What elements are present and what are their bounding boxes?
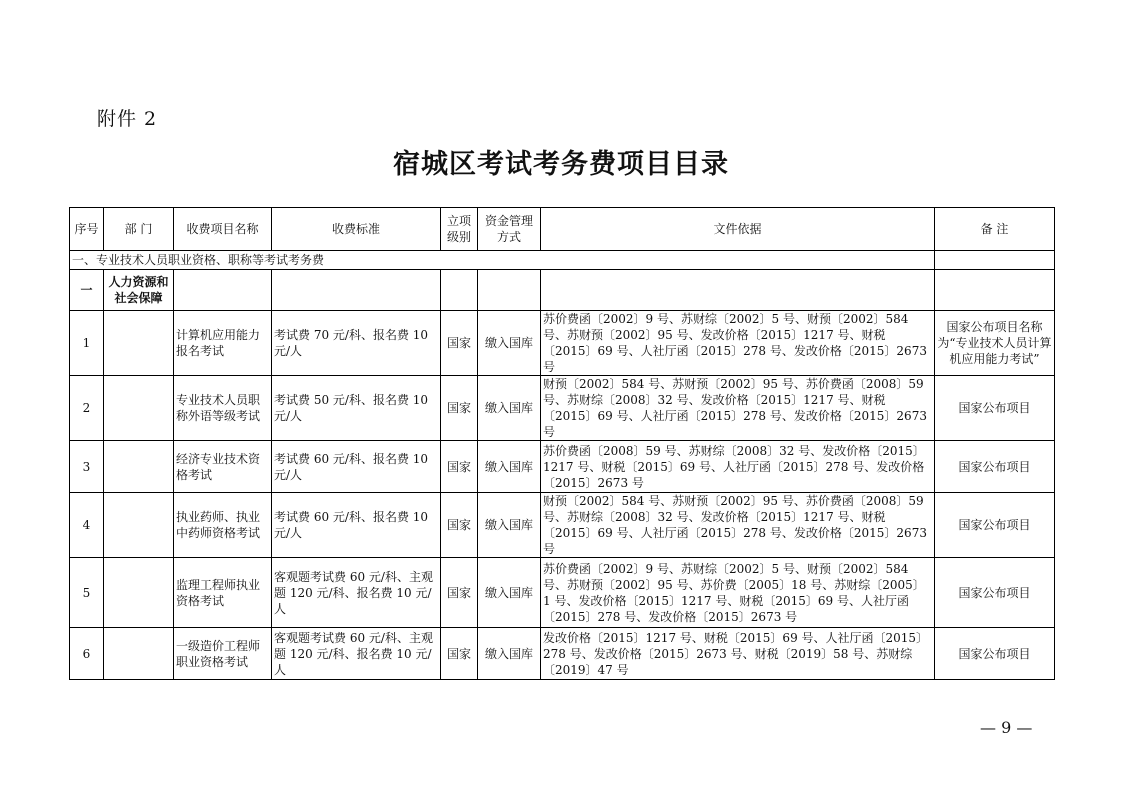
department-empty-cell	[541, 270, 935, 311]
row-fund: 缴入国库	[478, 493, 541, 558]
table-row	[70, 376, 1055, 441]
row-item-name: 计算机应用能力报名考试	[174, 311, 272, 376]
department-empty-cell	[174, 270, 272, 311]
row-dept	[104, 311, 174, 376]
row-level: 国家	[441, 311, 478, 376]
header-level-line2: 级别	[446, 230, 471, 244]
header-basis: 文件依据	[541, 208, 935, 251]
header-standard: 收费标准	[272, 208, 441, 251]
table-row	[70, 311, 1055, 376]
row-standard: 考试费 60 元/科、报名费 10 元/人	[272, 441, 441, 493]
table-row	[70, 493, 1055, 558]
table-row	[70, 558, 1055, 628]
row-seq: 1	[70, 311, 104, 376]
section-title: 一、专业技术人员职业资格、职称等考试考务费	[70, 251, 935, 270]
row-level: 国家	[441, 558, 478, 628]
fee-table	[69, 207, 1055, 680]
row-standard: 考试费 70 元/科、报名费 10 元/人	[272, 311, 441, 376]
row-seq: 5	[70, 558, 104, 628]
table-row	[70, 628, 1055, 680]
department-seq: 一	[70, 270, 104, 311]
row-item-name: 经济专业技术资格考试	[174, 441, 272, 493]
department-empty-cell	[478, 270, 541, 311]
page-title: 宿城区考试考务费项目目录	[393, 149, 729, 180]
department-empty-cell	[272, 270, 441, 311]
attachment-label: 附件 2	[97, 108, 158, 130]
row-item-name: 执业药师、执业中药师资格考试	[174, 493, 272, 558]
page-number: — 9 —	[980, 718, 1033, 737]
row-standard: 客观题考试费 60 元/科、主观题 120 元/科、报名费 10 元/人	[272, 558, 441, 628]
row-basis: 苏价费函〔2002〕9 号、苏财综〔2002〕5 号、财预〔2002〕584 号、苏财预〔2002〕95 号、苏价费〔2005〕18 号、苏财综〔2005〕1 号、发改价格〔2015〕1217 号、财税〔2015〕69 号、人社厅函〔2015〕278 号、发改价格〔2015〕2673 号	[541, 558, 935, 628]
row-standard: 考试费 50 元/科、报名费 10 元/人	[272, 376, 441, 441]
department-row	[70, 270, 1055, 311]
row-fund: 缴入国库	[478, 376, 541, 441]
row-fund: 缴入国库	[478, 628, 541, 680]
row-item-name: 监理工程师执业资格考试	[174, 558, 272, 628]
row-remark: 国家公布项目	[935, 441, 1055, 493]
row-fund: 缴入国库	[478, 558, 541, 628]
row-fund: 缴入国库	[478, 311, 541, 376]
row-basis: 发改价格〔2015〕1217 号、财税〔2015〕69 号、人社厅函〔2015〕278 号、发改价格〔2015〕2673 号、财税〔2019〕58 号、苏财综〔2019〕47 号	[541, 628, 935, 680]
row-remark: 国家公布项目名称为“专业技术人员计算机应用能力考试”	[935, 311, 1055, 376]
row-basis: 财预〔2002〕584 号、苏财预〔2002〕95 号、苏价费函〔2008〕59 号、苏财综〔2008〕32 号、发改价格〔2015〕1217 号、财税〔2015〕69 号、人社厅函〔2015〕278 号、发改价格〔2015〕2673 号	[541, 376, 935, 441]
row-seq: 2	[70, 376, 104, 441]
department-empty-cell	[935, 270, 1055, 311]
row-item-name: 专业技术人员职称外语等级考试	[174, 376, 272, 441]
header-level	[441, 208, 478, 251]
table-row	[70, 441, 1055, 493]
row-remark: 国家公布项目	[935, 558, 1055, 628]
row-basis: 苏价费函〔2008〕59 号、苏财综〔2008〕32 号、发改价格〔2015〕1217 号、财税〔2015〕69 号、人社厅函〔2015〕278 号、发改价格〔2015〕2673 号	[541, 441, 935, 493]
row-remark: 国家公布项目	[935, 628, 1055, 680]
row-standard: 客观题考试费 60 元/科、主观题 120 元/科、报名费 10 元/人	[272, 628, 441, 680]
row-dept	[104, 376, 174, 441]
row-basis: 财预〔2002〕584 号、苏财预〔2002〕95 号、苏价费函〔2008〕59 号、苏财综〔2008〕32 号、发改价格〔2015〕1217 号、财税〔2015〕69 号、人社厅函〔2015〕278 号、发改价格〔2015〕2673 号	[541, 493, 935, 558]
row-item-name: 一级造价工程师职业资格考试	[174, 628, 272, 680]
row-dept	[104, 493, 174, 558]
header-fund-line1: 资金管理	[484, 214, 533, 228]
row-fund: 缴入国库	[478, 441, 541, 493]
table-header-row	[70, 208, 1055, 251]
row-dept	[104, 628, 174, 680]
header-dept: 部 门	[104, 208, 174, 251]
section-row	[70, 251, 1055, 270]
row-level: 国家	[441, 376, 478, 441]
row-dept	[104, 558, 174, 628]
row-standard: 考试费 60 元/科、报名费 10 元/人	[272, 493, 441, 558]
row-remark: 国家公布项目	[935, 493, 1055, 558]
header-remark: 备 注	[935, 208, 1055, 251]
row-basis: 苏价费函〔2002〕9 号、苏财综〔2002〕5 号、财预〔2002〕584 号、苏财预〔2002〕95 号、发改价格〔2015〕1217 号、财税〔2015〕69 号、人社厅函〔2015〕278 号、发改价格〔2015〕2673 号	[541, 311, 935, 376]
department-empty-cell	[441, 270, 478, 311]
row-seq: 6	[70, 628, 104, 680]
row-level: 国家	[441, 628, 478, 680]
row-seq: 4	[70, 493, 104, 558]
header-fund-line2: 方式	[496, 230, 521, 244]
department-name: 人力资源和社会保障	[104, 270, 174, 311]
header-seq: 序号	[70, 208, 104, 251]
header-fund	[478, 208, 541, 251]
row-seq: 3	[70, 441, 104, 493]
row-dept	[104, 441, 174, 493]
header-level-line1: 立项	[446, 214, 471, 228]
section-remark-cell	[935, 251, 1055, 270]
row-remark: 国家公布项目	[935, 376, 1055, 441]
row-level: 国家	[441, 493, 478, 558]
header-item-name: 收费项目名称	[174, 208, 272, 251]
row-level: 国家	[441, 441, 478, 493]
